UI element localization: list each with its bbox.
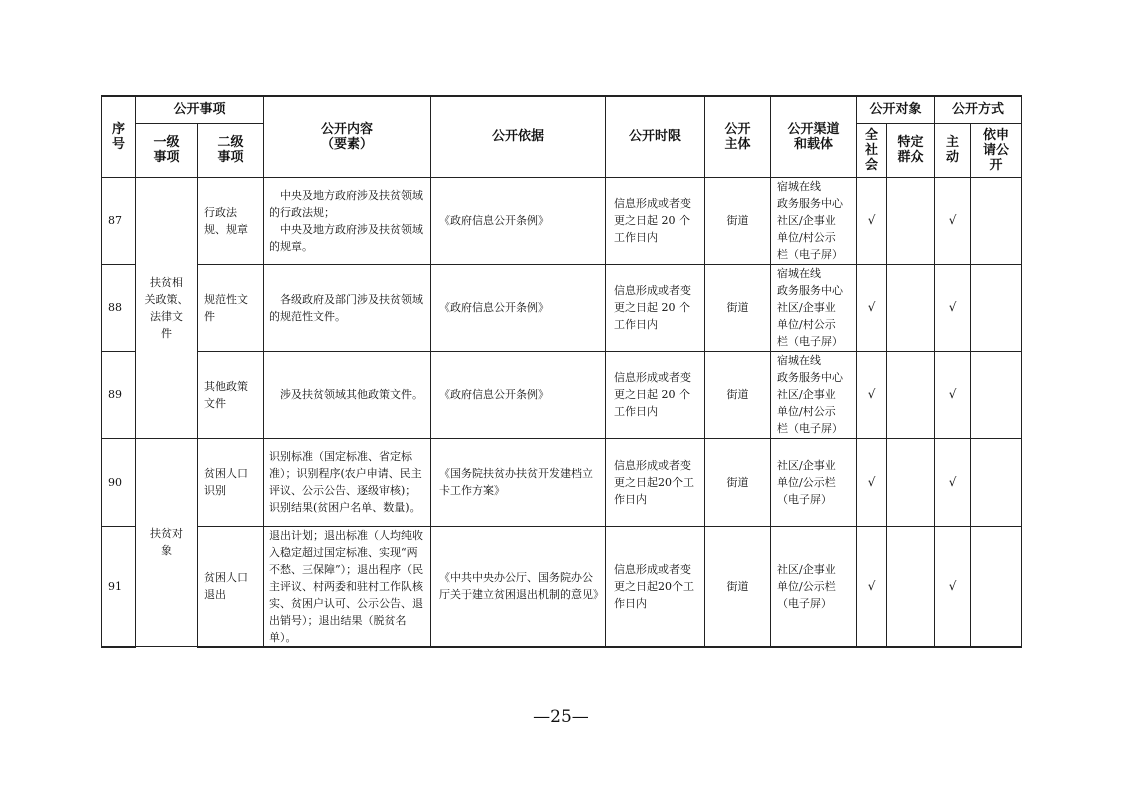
row-channel: 社区/企事业 单位/公示栏 （电子屏） (771, 438, 857, 526)
table-row (102, 351, 1022, 438)
row-subject: 街道 (705, 177, 771, 264)
row-method-active: √ (935, 438, 971, 526)
row-subject: 街道 (705, 351, 771, 438)
row-number: 89 (102, 351, 136, 438)
level1-policy: 扶贫相 关政策、 法律文 件 (136, 177, 198, 438)
row-basis: 《政府信息公开条例》 (431, 177, 606, 264)
header-basis: 公开依据 (431, 96, 606, 177)
row-level2: 其他政策 文件 (198, 351, 264, 438)
header-channel: 公开渠道 和载体 (771, 96, 857, 177)
row-content: 识别标准（国定标准、省定标准）；识别程序(农户申请、民主评议、公示公告、逐级审核)；识别结果(贫困户名单、数量)。 (264, 438, 431, 526)
row-target-specific (887, 526, 935, 647)
header-time-limit: 公开时限 (606, 96, 705, 177)
row-channel: 社区/企事业 单位/公示栏 （电子屏） (771, 526, 857, 647)
row-time: 信息形成或者变更之日起20个工作日内 (606, 526, 705, 647)
page-number: —25— (533, 707, 589, 727)
row-method-request (971, 526, 1022, 647)
row-channel: 宿城在线 政务服务中心 社区/企事业 单位/村公示 栏（电子屏） (771, 351, 857, 438)
row-target-specific (887, 264, 935, 351)
row-time: 信息形成或者变更之日起 20 个工作日内 (606, 177, 705, 264)
content-line-2: 中央及地方政府涉及扶贫领域的规章。 (269, 222, 424, 253)
row-subject: 街道 (705, 438, 771, 526)
row-method-request (971, 438, 1022, 526)
row-level2: 贫困人口 识别 (198, 438, 264, 526)
row-method-request (971, 177, 1022, 264)
row-method-active: √ (935, 351, 971, 438)
row-content: 涉及扶贫领域其他政策文件。 (264, 351, 431, 438)
row-target-all: √ (857, 351, 887, 438)
disclosure-table (101, 95, 1022, 648)
table-row (102, 438, 1022, 526)
row-method-active: √ (935, 177, 971, 264)
row-number: 90 (102, 438, 136, 526)
row-time: 信息形成或者变更之日起 20 个工作日内 (606, 351, 705, 438)
row-content: 各级政府及部门涉及扶贫领域的规范性文件。 (264, 264, 431, 351)
header-method-request: 依申 请公 开 (971, 123, 1022, 177)
row-content (264, 177, 431, 264)
row-basis: 《政府信息公开条例》 (431, 351, 606, 438)
row-number: 87 (102, 177, 136, 264)
row-level2: 行政法 规、规章 (198, 177, 264, 264)
row-channel: 宿城在线 政务服务中心 社区/企事业 单位/村公示 栏（电子屏） (771, 177, 857, 264)
row-number: 88 (102, 264, 136, 351)
row-target-specific (887, 438, 935, 526)
row-channel: 宿城在线 政务服务中心 社区/企事业 单位/村公示 栏（电子屏） (771, 264, 857, 351)
header-method-active: 主 动 (935, 123, 971, 177)
row-basis: 《中共中央办公厅、国务院办公厅关于建立贫困退出机制的意见》 (431, 526, 606, 647)
header-row-1 (102, 96, 1022, 123)
row-target-specific (887, 351, 935, 438)
row-target-all: √ (857, 264, 887, 351)
header-target-all: 全 社 会 (857, 123, 887, 177)
row-subject: 街道 (705, 526, 771, 647)
row-target-specific (887, 177, 935, 264)
row-level2: 贫困人口 退出 (198, 526, 264, 647)
row-target-all: √ (857, 438, 887, 526)
row-method-active: √ (935, 526, 971, 647)
row-basis: 《政府信息公开条例》 (431, 264, 606, 351)
row-basis: 《国务院扶贫办扶贫开发建档立卡工作方案》 (431, 438, 606, 526)
header-matter: 公开事项 (136, 96, 264, 123)
row-subject: 街道 (705, 264, 771, 351)
level1-targets: 扶贫对 象 (136, 438, 198, 647)
header-subject: 公开 主体 (705, 96, 771, 177)
row-number: 91 (102, 526, 136, 647)
table-row (102, 526, 1022, 647)
row-target-all: √ (857, 177, 887, 264)
header-content: 公开内容 （要素） (264, 96, 431, 177)
row-method-active: √ (935, 264, 971, 351)
row-level2: 规范性文 件 (198, 264, 264, 351)
row-time: 信息形成或者变更之日起20个工作日内 (606, 438, 705, 526)
header-target: 公开对象 (857, 96, 935, 123)
row-method-request (971, 264, 1022, 351)
row-target-all: √ (857, 526, 887, 647)
table-row (102, 264, 1022, 351)
header-target-specific: 特定 群众 (887, 123, 935, 177)
header-level2: 二级 事项 (198, 123, 264, 177)
header-seq: 序 号 (102, 96, 136, 177)
row-content: 退出计划；退出标准（人均纯收入稳定超过国定标准、实现“两不愁、三保障”）；退出程序（民主评议、村两委和驻村工作队核实、贫困户认可、公示公告、退出销号）；退出结果（脱贫名单）。 (264, 526, 431, 647)
row-method-request (971, 351, 1022, 438)
header-level1: 一级 事项 (136, 123, 198, 177)
table-row (102, 177, 1022, 264)
content-line-1: 中央及地方政府涉及扶贫领域的行政法规； (269, 188, 424, 219)
row-time: 信息形成或者变更之日起 20 个工作日内 (606, 264, 705, 351)
header-method: 公开方式 (935, 96, 1022, 123)
